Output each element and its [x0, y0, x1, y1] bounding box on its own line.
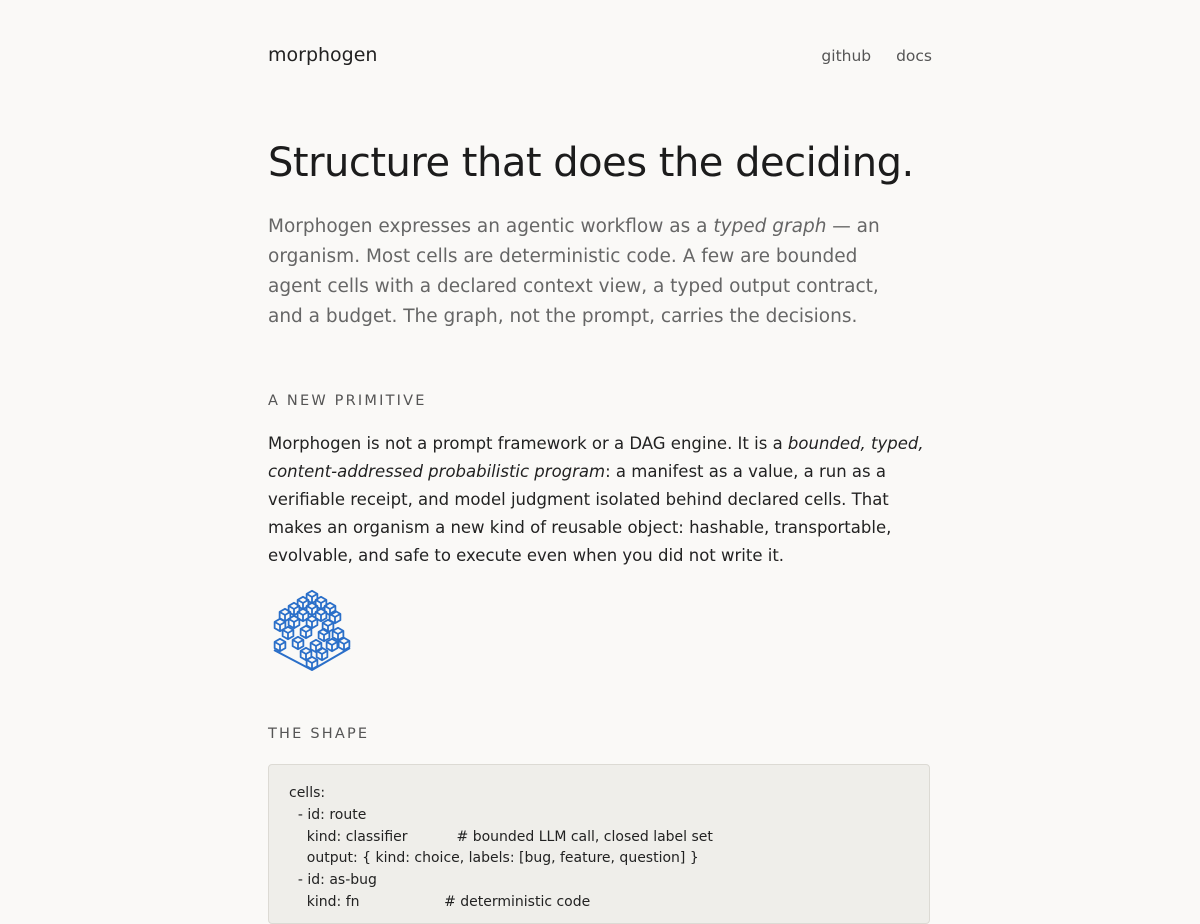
cube-shape	[283, 627, 294, 639]
hero-title: Structure that does the deciding.	[268, 140, 914, 186]
code-line: kind: fn # deterministic code	[289, 893, 591, 910]
cube-shape	[293, 637, 304, 649]
nav-link-github[interactable]: github	[821, 47, 872, 65]
code-line: - id: route	[289, 806, 367, 823]
hex-cube-cluster-icon	[268, 588, 354, 674]
lede-text-1: Morphogen expresses an agentic workflow as a	[268, 216, 714, 237]
cube-shape	[275, 639, 286, 651]
code-line: kind: classifier # bounded LLM call, closed label set	[289, 828, 713, 845]
brand-link[interactable]: morphogen	[268, 44, 378, 66]
code-block	[268, 764, 930, 924]
primitive-body	[268, 430, 932, 570]
body-text-1: Morphogen is not a prompt framework or a DAG engine. It is a	[268, 434, 788, 453]
site-header	[268, 42, 932, 72]
code-line: - id: as-bug	[289, 872, 377, 889]
body-emphasis: bounded, typed, content-addressed probabilistic program	[268, 434, 924, 481]
body-text-2: : a manifest as a value, a run as a verifiable receipt, and model judgment isolated behind declared cells. That makes an organism a new kind of reusable object: hashable, transportable, evolvable, and safe to execute even when you did not write it.	[268, 462, 892, 565]
code-line: output: { kind: choice, labels: [bug, feature, question] }	[289, 850, 699, 867]
code-line: cells:	[289, 785, 326, 801]
section-label-shape: THE SHAPE	[268, 726, 370, 742]
hero-lede	[268, 212, 888, 332]
nav-link-docs[interactable]: docs	[896, 47, 932, 65]
lede-emphasis: typed graph	[713, 216, 827, 237]
cube-shape	[327, 639, 338, 651]
section-label-primitive: A NEW PRIMITIVE	[268, 393, 427, 409]
lede-text-2: — an organism. Most cells are deterministic code. A few are bounded agent cells with a declared context view, a typed output contract, and a budget. The graph, not the prompt, carries the decisions.	[268, 216, 880, 327]
top-nav	[801, 47, 932, 65]
cube-shape	[289, 616, 300, 628]
cube-shape	[301, 626, 312, 638]
